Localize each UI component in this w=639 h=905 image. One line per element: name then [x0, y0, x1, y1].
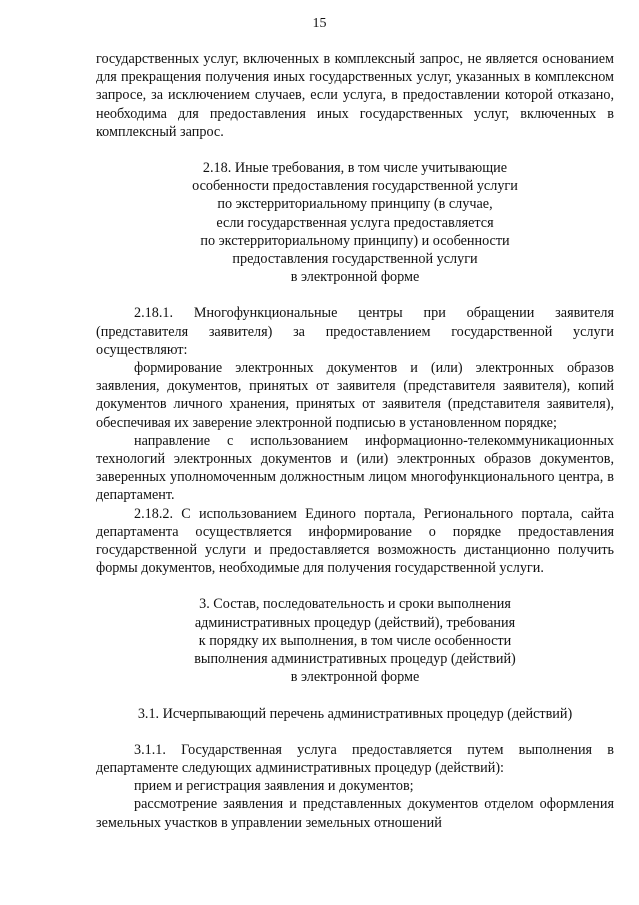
paragraph-review: рассмотрение заявления и представленных документов отделом оформления земельных участков в управлении земельных отношений: [96, 796, 614, 831]
heading-line: особенности предоставления государственной услуги: [192, 178, 518, 195]
heading-3-1: 3.1. Исчерпывающий перечень административных процедур (действий): [137, 705, 573, 722]
heading-line: 3. Состав, последовательность и сроки выполнения: [199, 596, 511, 613]
heading-line: если государственная услуга предоставляется: [216, 214, 494, 231]
heading-3: [96, 595, 614, 686]
paragraph-intro: государственных услуг, включенных в комплексный запрос, не является основанием для прекращения получения иных государственных услуг, указанных в комплексном запросе, за исключением случаев, если услуга, в предоставлении которой отказано, необходима для предоставления иных государственных услуг, включенных в комплексный запрос.: [96, 51, 614, 140]
heading-line: предоставления государственной услуги: [232, 251, 478, 268]
heading-line: административных процедур (действий), требования: [194, 614, 516, 631]
heading-line: по экстерриториальному принципу (в случае,: [217, 196, 493, 213]
paragraph-direction: направление с использованием информационно-телекоммуникационных технологий электронных документов и (или) электронных образов документов, заверенных уполномоченным должностным лицом многофункционального центра, в департамент.: [96, 432, 614, 504]
paragraph-3-1-1: 3.1.1. Государственная услуга предоставляется путем выполнения в департаменте следующих административных процедур (действий):: [96, 741, 614, 776]
heading-line: выполнения административных процедур (действий): [194, 651, 516, 668]
paragraph-reception: прием и регистрация заявления и документов;: [134, 778, 414, 795]
heading-line: 2.18. Иные требования, в том числе учитывающие: [202, 160, 508, 177]
paragraph-2-18-2: 2.18.2. С использованием Единого портала, Регионального портала, сайта департамента осуществляется информирование о порядке предоставления государственной услуги и предоставляется возможность дистанционно получить формы документов, необходимые для получения государственной услуги.: [96, 505, 614, 577]
heading-line: в электронной форме: [290, 269, 420, 286]
document-body: [96, 50, 614, 832]
heading-line: к порядку их выполнения, в том числе особенности: [198, 632, 512, 649]
heading-line: по экстерриториальному принципу) и особенности: [200, 232, 510, 249]
paragraph-2-18-1: 2.18.1. Многофункциональные центры при обращении заявителя (представителя заявителя) за предоставлением государственной услуги осуществляют:: [96, 305, 614, 358]
heading-line: в электронной форме: [290, 669, 420, 686]
heading-2-18: [96, 159, 614, 286]
page-number: 15: [312, 16, 327, 31]
paragraph-formation: формирование электронных документов и (или) электронных образов заявления, документов, принятых от заявителя (представителя заявителя), копий документов личного хранения, принятых от заявителя (представителя заявителя), обеспечивая их заверение электронной подписью в установленном порядке;: [96, 360, 614, 431]
